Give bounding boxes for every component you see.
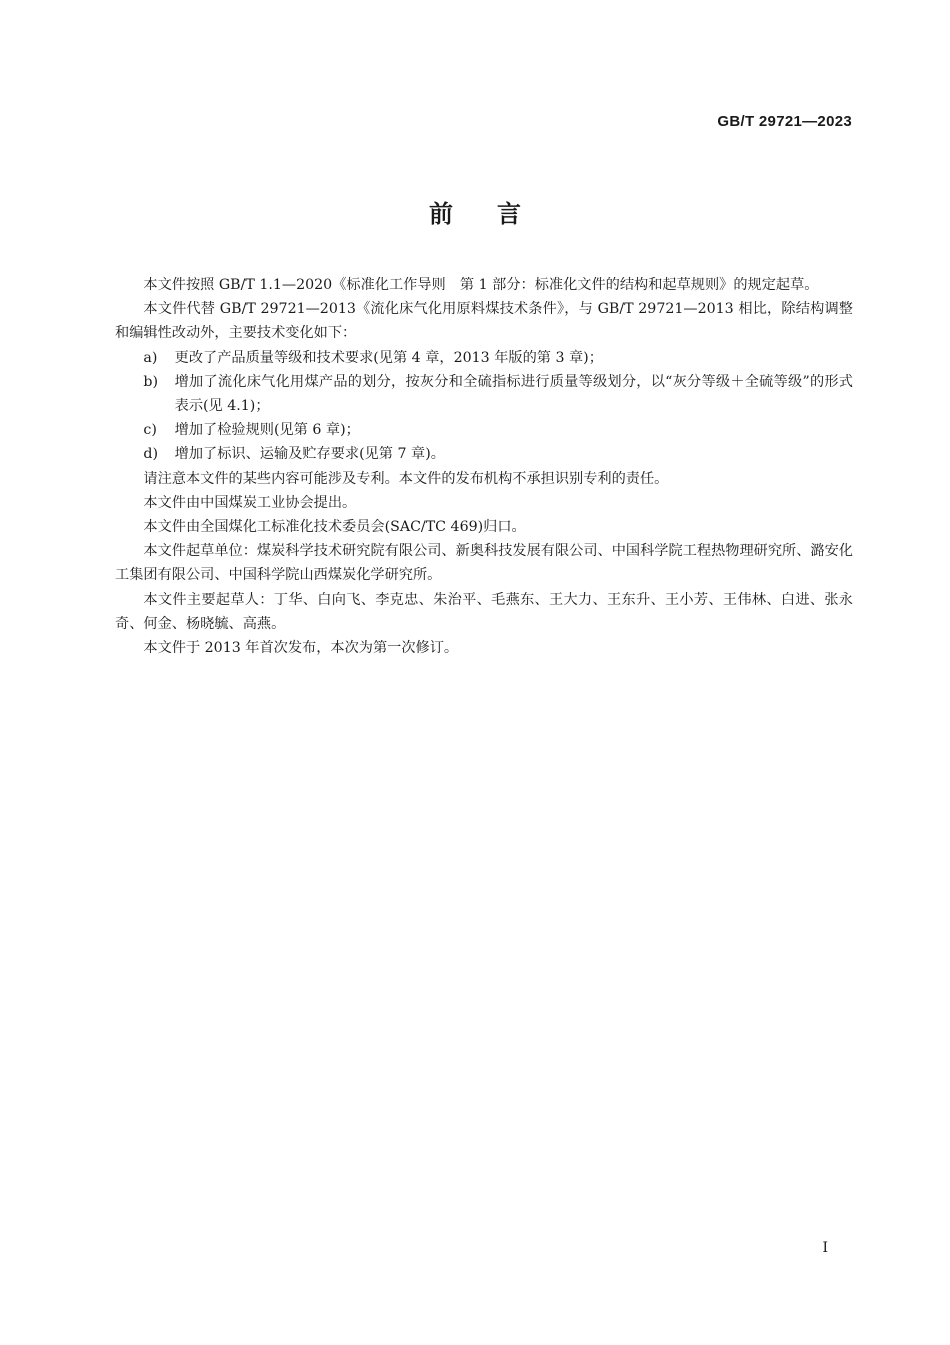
list-item-marker: d) — [143, 446, 159, 463]
paragraph-technical-committee: 本文件由全国煤化工标准化技术委员会(SAC/TC 469)归口。 — [143, 519, 526, 536]
paragraph-drafters: 本文件主要起草人：丁华、白向飞、李克忠、朱治平、毛燕东、王大力、王东升、王小芳、王伟林、白进、张永奇、何金、杨晓毓、高燕。 — [115, 591, 853, 632]
list-item-text: 更改了产品质量等级和技术要求(见第 4 章，2013 年版的第 3 章)； — [174, 349, 603, 366]
list-item — [115, 418, 853, 442]
list-item-marker: c) — [143, 422, 157, 439]
standard-code: GB/T 29721—2023 — [717, 113, 852, 130]
list-item — [115, 442, 853, 466]
list-item-text: 增加了检验规则(见第 6 章)； — [174, 422, 360, 439]
paragraph-proposer: 本文件由中国煤炭工业协会提出。 — [143, 494, 357, 511]
paragraph-drafting-organizations: 本文件起草单位：煤炭科学技术研究院有限公司、新奥科技发展有限公司、中国科学院工程热物理研究所、潞安化工集团有限公司、中国科学院山西煤炭化学研究所。 — [115, 543, 853, 584]
list-item — [115, 370, 853, 418]
page-number: I — [822, 1240, 828, 1256]
paragraph-patent-notice: 请注意本文件的某些内容可能涉及专利。本文件的发布机构不承担识别专利的责任。 — [143, 470, 669, 487]
list-item-text: 增加了标识、运输及贮存要求(见第 7 章)。 — [174, 446, 445, 463]
page-title: 前言 — [429, 200, 565, 228]
list-item-marker: b) — [143, 373, 159, 390]
list-item-marker: a) — [143, 349, 158, 366]
paragraph-drafting-rules: 本文件按照 GB/T 1.1—2020《标准化工作导则 第 1 部分：标准化文件的结构和起草规则》的规定起草。 — [143, 277, 819, 293]
list-item — [115, 346, 853, 370]
list-item-text: 增加了流化床气化用煤产品的划分，按灰分和全硫指标进行质量等级划分，以“灰分等级＋全硫等级”的形式表示(见 4.1)； — [174, 373, 853, 415]
paragraph-replacement: 本文件代替 GB/T 29721—2013《流化床气化用原料煤技术条件》，与 GB/T 29721—2013 相比，除结构调整和编辑性改动外，主要技术变化如下： — [115, 301, 853, 342]
paragraph-history: 本文件于 2013 年首次发布，本次为第一次修订。 — [143, 640, 459, 657]
foreword-body — [115, 273, 853, 660]
